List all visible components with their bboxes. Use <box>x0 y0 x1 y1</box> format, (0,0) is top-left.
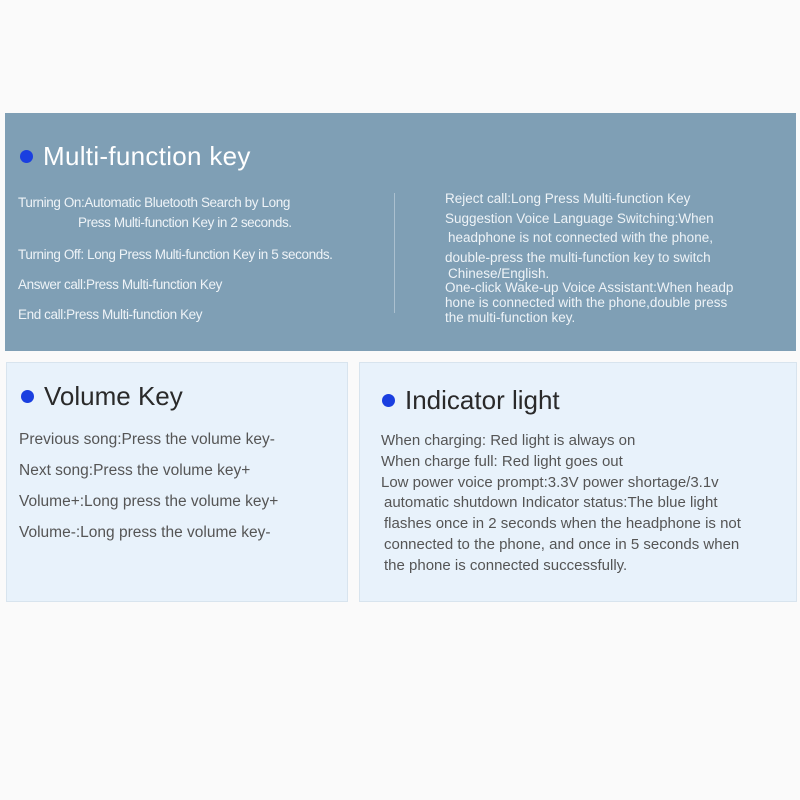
multifunction-right-line: double-press the multi-function key to switch <box>445 249 711 265</box>
volume-card <box>6 362 348 602</box>
indicator-list <box>381 431 741 577</box>
volume-line: Next song:Press the volume key+ <box>19 462 251 479</box>
volume-list <box>19 431 278 555</box>
bullet-icon <box>382 394 395 407</box>
volume-title: Volume Key <box>44 381 183 411</box>
multifunction-right-line: headphone is not connected with the phone, <box>448 230 713 246</box>
bullet-icon <box>20 150 33 163</box>
indicator-line: connected to the phone, and once in 5 seconds when <box>384 535 740 553</box>
indicator-line: the phone is connected successfully. <box>384 556 628 574</box>
multifunction-left-line: Press Multi-function Key in 2 seconds. <box>78 215 292 230</box>
indicator-line: flashes once in 2 seconds when the headphone is not <box>384 515 741 533</box>
indicator-line: automatic shutdown Indicator status:The blue light <box>384 494 718 512</box>
multifunction-right-line: hone is connected with the phone,double press <box>445 295 728 311</box>
multifunction-right-line: Chinese/English. <box>448 266 550 282</box>
multifunction-left-line: Turning Off: Long Press Multi-function Key in 5 seconds. <box>18 247 333 262</box>
indicator-heading <box>382 385 560 416</box>
indicator-title: Indicator light <box>405 385 560 415</box>
multifunction-right-line: Suggestion Voice Language Switching:When <box>445 210 714 226</box>
multifunction-right-line: Reject call:Long Press Multi-function Key <box>445 191 691 206</box>
multifunction-right-list <box>445 189 785 325</box>
multifunction-right-line: the multi-function key. <box>445 310 576 326</box>
volume-heading <box>21 381 183 412</box>
multifunction-left-line: Answer call:Press Multi-function Key <box>18 277 222 292</box>
volume-line: Volume+:Long press the volume key+ <box>19 493 279 510</box>
indicator-line: When charging: Red light is always on <box>381 432 636 449</box>
multifunction-panel <box>5 113 796 351</box>
indicator-card <box>359 362 797 602</box>
multifunction-title: Multi-function key <box>43 141 251 171</box>
multifunction-left-line: End call:Press Multi-function Key <box>18 307 203 322</box>
multifunction-right-line: One-click Wake-up Voice Assistant:When headp <box>445 280 734 296</box>
indicator-line: When charge full: Red light goes out <box>381 452 623 470</box>
volume-line: Previous song:Press the volume key- <box>19 431 275 448</box>
multifunction-heading <box>20 141 251 172</box>
bullet-icon <box>21 390 34 403</box>
divider <box>394 193 395 313</box>
volume-line: Volume-:Long press the volume key- <box>19 524 271 541</box>
multifunction-left-line: Turning On:Automatic Bluetooth Search by Long <box>18 195 290 210</box>
indicator-line: Low power voice prompt:3.3V power shortage/3.1v <box>381 473 719 491</box>
